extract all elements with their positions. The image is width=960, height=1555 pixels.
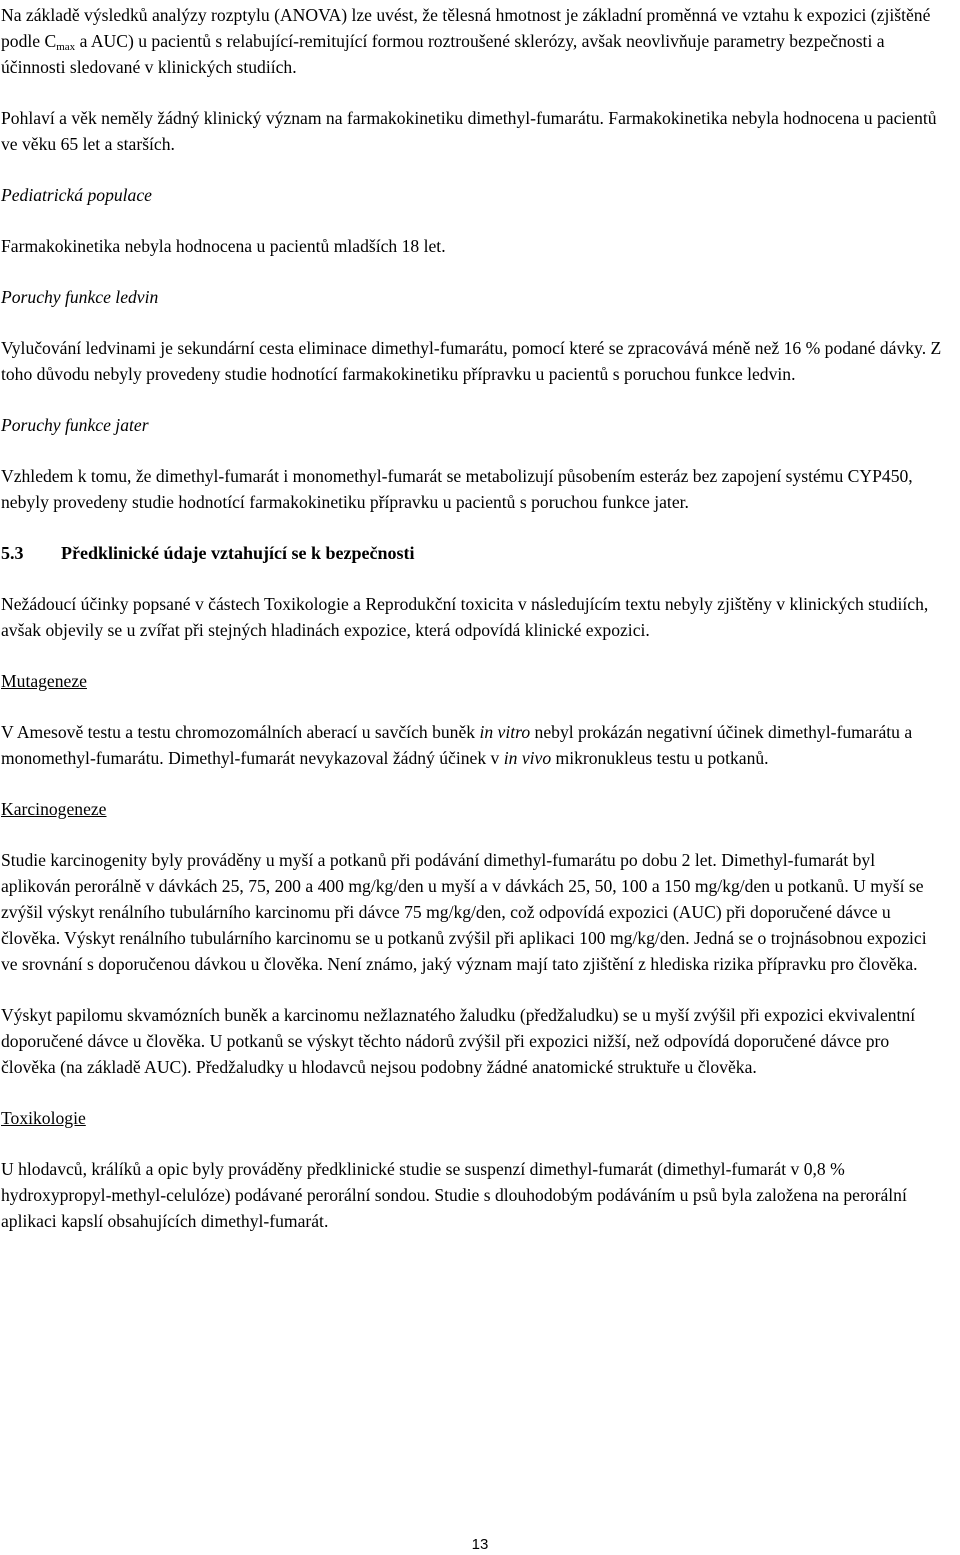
section-number: 5.3 <box>1 543 24 563</box>
carcinogenesis-heading: Karcinogeneze <box>1 799 107 819</box>
hepatic-paragraph: Vzhledem k tomu, že dimethyl-fumarát i monomethyl-fumarát se metabolizují působením esteráz bez zapojení systému CYP450, nebyly provedeny studie hodnotící farmakokinetiku přípravku u pacientů s poruchou funkce jater. <box>1 466 913 512</box>
in-vivo-term: in vivo <box>503 748 552 768</box>
section-title: Předklinické údaje vztahující se k bezpečnosti <box>61 543 415 563</box>
pediatric-paragraph: Farmakokinetika nebyla hodnocena u pacientů mladších 18 let. <box>1 236 446 256</box>
sex-age-paragraph: Pohlaví a věk neměly žádný klinický význam na farmakokinetiku dimethyl-fumarátu. Farmakokinetika nebyla hodnocena u pacientů ve věku 65 let a starších. <box>1 108 937 154</box>
anova-text-part1: Na základě výsledků analýzy rozptylu (ANOVA) lze uvést, že tělesná hmotnost je základní proměnná ve vztahu k expozici (zjištěné podle C <box>1 5 931 51</box>
mutagenesis-paragraph <box>1 719 942 771</box>
carcinogenesis-paragraph-1: Studie karcinogenity byly prováděny u myší a potkanů při podávání dimethyl-fumarátu po dobu 2 let. Dimethyl-fumarát byl aplikován perorálně v dávkách 25, 75, 200 a 400 mg/kg/den u myší a v dávkách 25, 50, 100 a 150 mg/kg/den u potkanů. U myší se zvýšil výskyt renálního tubulárního karcinomu při dávce 75 mg/kg/den, což odpovídá expozici (AUC) při doporučené dávce u člověka. Výskyt renálního tubulárního karcinomu se u potkanů zvýšil při aplikaci 100 mg/kg/den. Jedná se o trojnásobnou expozici ve srovnání s doporučenou dávkou u člověka. Není známo, jaký význam mají tato zjištění z hlediska rizika přípravku pro člověka. <box>1 850 927 974</box>
anova-paragraph <box>1 2 942 80</box>
mutagenesis-heading: Mutageneze <box>1 671 87 691</box>
renal-heading: Poruchy funkce ledvin <box>1 287 159 307</box>
toxicology-paragraph: U hlodavců, králíků a opic byly prováděny předklinické studie se suspenzí dimethyl-fumarát (dimethyl-fumarát v 0,8 % hydroxypropyl-methyl-celulóze) podávané perorální sondou. Studie s dlouhodobým podáváním u psů byla založena na perorální aplikaci kapslí obsahujících dimethyl-fumarát. <box>1 1159 907 1231</box>
carcinogenesis-paragraph-2: Výskyt papilomu skvamózních buněk a karcinomu nežlaznatého žaludku (předžaludku) se u myší zvýšil při expozici ekvivalentní doporučené dávce u člověka. U potkanů se výskyt těchto nádorů zvýšil při expozici nižší, než odpovídá doporučené dávce pro člověka (na základě AUC). Předžaludky u hlodavců nejsou podobny žádné anatomické struktuře u člověka. <box>1 1005 916 1077</box>
mutagenesis-text-2: nebyl prokázán negativní účinek dimethyl-fumarátu a monomethyl-fumarátu. Dimethyl-fumarát nevykazoval žádný účinek v <box>1 722 913 768</box>
pediatric-heading: Pediatrická populace <box>1 185 152 205</box>
renal-paragraph: Vylučování ledvinami je sekundární cesta eliminace dimethyl-fumarátu, pomocí které se zpracovává méně než 16 % podané dávky. Z toho důvodu nebyly provedeny studie hodnotící farmakokinetiku přípravku u pacientů s poruchou funkce ledvin. <box>1 338 942 384</box>
mutagenesis-text-1: V Amesově testu a testu chromozomálních aberací u savčích buněk <box>1 722 480 742</box>
hepatic-heading: Poruchy funkce jater <box>1 415 149 435</box>
toxicology-heading: Toxikologie <box>1 1108 86 1128</box>
section-intro-paragraph: Nežádoucí účinky popsané v částech Toxikologie a Reprodukční toxicita v následujícím textu nebyly zjištěny v klinických studiích, avšak objevily se u zvířat při stejných hladinách expozice, která odpovídá klinické expozici. <box>1 594 929 640</box>
page-number: 13 <box>471 1536 489 1553</box>
in-vitro-term: in vitro <box>479 722 531 742</box>
mutagenesis-text-3: mikronukleus testu u potkanů. <box>551 748 769 768</box>
cmax-subscript: max <box>56 41 76 53</box>
anova-text-part2: a AUC) u pacientů s relabující-remitující formou roztroušené sklerózy, avšak neovlivňuje parametry bezpečnosti a účinnosti sledované v klinických studiích. <box>1 31 885 77</box>
section-heading <box>1 540 942 566</box>
